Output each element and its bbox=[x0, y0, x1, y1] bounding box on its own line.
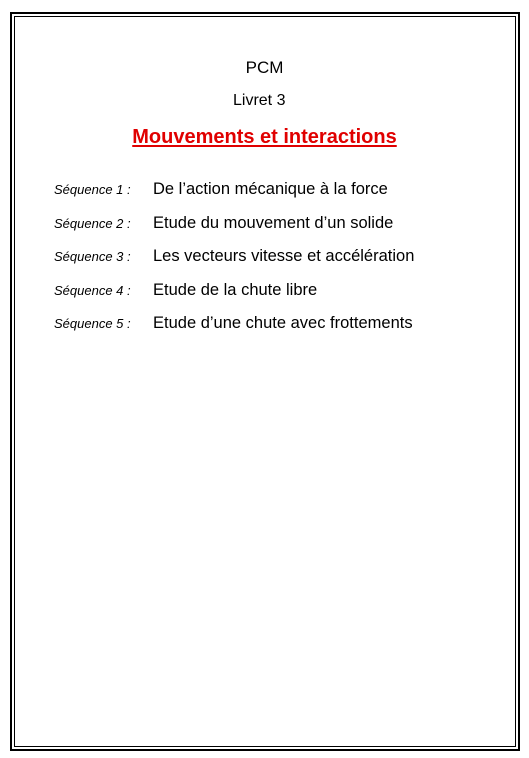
sequence-title: Etude d’une chute avec frottements bbox=[153, 314, 413, 333]
sequence-title: Etude de la chute libre bbox=[153, 280, 318, 299]
sequence-title: Les vecteurs vitesse et accélération bbox=[153, 247, 415, 266]
document-title: Mouvements et interactions bbox=[132, 126, 397, 148]
sequence-item bbox=[54, 212, 494, 246]
sequence-item bbox=[54, 312, 494, 346]
booklet-number: Livret 3 bbox=[233, 92, 286, 109]
subject-heading: PCM bbox=[245, 58, 284, 77]
sequence-title: De l’action mécanique à la force bbox=[153, 180, 388, 198]
sequence-title: Etude du mouvement d’un solide bbox=[153, 213, 394, 232]
sequence-list bbox=[54, 178, 494, 346]
sequence-label: Séquence 2 : bbox=[54, 215, 131, 231]
sequence-label: Séquence 4 : bbox=[54, 282, 131, 298]
sequence-label: Séquence 3 : bbox=[54, 249, 131, 265]
sequence-item bbox=[54, 279, 494, 313]
sequence-item bbox=[54, 245, 494, 279]
sequence-label: Séquence 1 : bbox=[54, 182, 131, 197]
sequence-label: Séquence 5 : bbox=[54, 316, 131, 332]
sequence-item bbox=[54, 178, 494, 212]
